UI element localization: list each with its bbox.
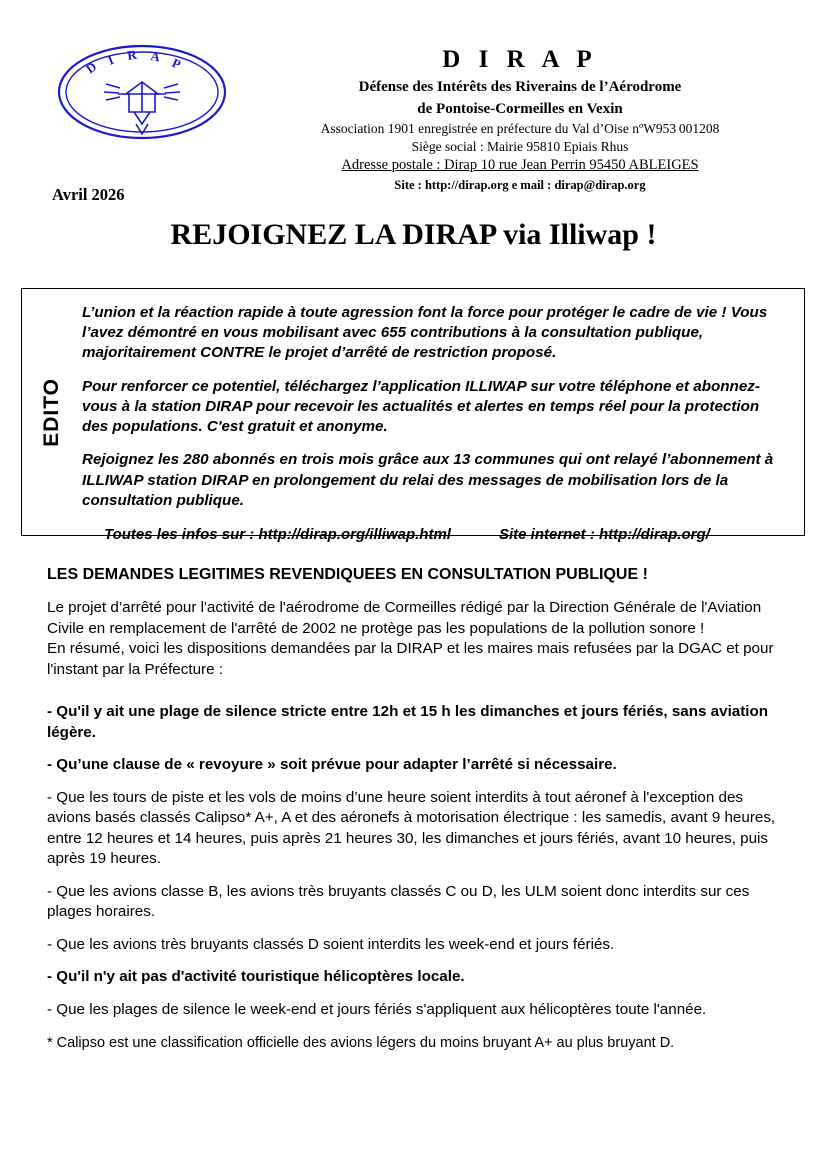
dirap-logo xyxy=(56,42,228,142)
demand-item: - Que les avions classe B, les avions très bruyants classés C ou D, les ULM soient donc interdits sur ces plages horaires. xyxy=(47,882,750,921)
edito-label: EDITO xyxy=(40,377,63,447)
main-content xyxy=(47,566,783,1068)
registered-office: Siège social : Mairie 95810 Epiais Rhus xyxy=(411,138,629,154)
footnote: * Calipso est une classification officielle des avions légers du moins bruyant A+ au plus bruyant D. xyxy=(47,1035,675,1052)
intro-paragraph-2: En résumé, voici les dispositions demandées par la DIRAP et les maires mais refusées par la DGAC et pour l'instant par la Préfecture : xyxy=(47,640,774,678)
demand-item: - Qu'il y ait une plage de silence stricte entre 12h et 15 h les dimanches et jours fériés, sans aviation légère. xyxy=(47,703,769,741)
issue-date: Avril 2026 xyxy=(52,185,125,204)
edito-paragraph: L’union et la réaction rapide à toute agression font la force pour protéger le cadre de vie ! Vous l’avez démontré en vous mobilisant avec 655 contributions à la consultation publique, majoritairement CONTRE le projet d’arrêté de restriction proposé. xyxy=(82,304,768,362)
intro-paragraph-1: Le projet d’arrêté pour l'activité de l'aérodrome de Cormeilles rédigé par la Direction Générale de l'Aviation Civile en remplacement de l'arrêté de 2002 ne protège pas les populations de la pollution sonore ! xyxy=(47,599,762,637)
demand-item: - Que les plages de silence le week-end et jours fériés s'appliquent aux hélicoptères toute l'année. xyxy=(47,1000,707,1018)
demand-item: - Que les avions très bruyants classés D soient interdits les week-end et jours fériés. xyxy=(47,935,615,953)
svg-text:A: A xyxy=(149,48,162,65)
dirap-logo-icon xyxy=(56,42,228,142)
masthead xyxy=(240,46,800,193)
demand-item: - Qu'il n'y ait pas d'activité touristique hélicoptères locale. xyxy=(47,968,465,986)
svg-text:R: R xyxy=(126,46,138,63)
org-subtitle-line2: de Pontoise-Cormeilles en Vexin xyxy=(417,100,623,117)
edito-label-column xyxy=(22,289,82,535)
section-heading: LES DEMANDES LEGITIMES REVENDIQUEES EN CONSULTATION PUBLIQUE ! xyxy=(47,566,648,583)
postal-address: Adresse postale : Dirap 10 rue Jean Perrin 95450 ABLEIGES xyxy=(341,157,699,174)
org-name: D I R A P xyxy=(442,46,598,73)
edito-info-link[interactable]: Toutes les infos sur : http://dirap.org/illiwap.html xyxy=(104,525,451,543)
org-subtitle-line1: Défense des Intérêts des Riverains de l’Aérodrome xyxy=(358,78,682,95)
edito-paragraph: Rejoignez les 280 abonnés en trois mois grâce aux 13 communes qui ont relayé l’abonnement à ILLIWAP station DIRAP en prolongement du relai des messages de mobilisation lors de la consultation publique. xyxy=(82,451,774,509)
association-registration: Association 1901 enregistrée en préfecture du Val d’Oise nºW953 001208 xyxy=(320,121,720,137)
website-and-email: Site : http://dirap.org e mail : dirap@dirap.org xyxy=(394,178,646,193)
edito-paragraph: Pour renforcer ce potentiel, téléchargez l’application ILLIWAP sur votre téléphone et abonnez-vous à la station DIRAP pour recevoir les actualités et alertes en temps réel pour la protection des populations. C'est gratuit et anonyme. xyxy=(82,377,760,436)
edito-content xyxy=(82,289,804,543)
demand-item: - Qu’une clause de « revoyure » soit prévue pour adapter l’arrêté si nécessaire. xyxy=(47,756,617,774)
svg-text:D: D xyxy=(82,58,100,77)
page-title: REJOIGNEZ LA DIRAP via Illiwap ! xyxy=(170,218,657,251)
edito-box xyxy=(21,288,805,543)
edito-footer xyxy=(82,525,788,545)
edito-site-link[interactable]: Site internet : http://dirap.org/ xyxy=(498,525,710,543)
svg-text:P: P xyxy=(169,55,184,72)
demand-item: - Que les tours de piste et les vols de moins d’une heure soient interdits à tout aéronef à l'exception des avions basés classés Calipso* A+, A et des aéronefs à motorisation électrique : les samedis, avant 9 heures, entre 12 heures et 14 heures, puis après 21 heures 30, les dimanches et jours fériés, avant 10 heures, puis après 19 heures. xyxy=(47,788,776,868)
document-header xyxy=(0,0,827,193)
svg-text:I: I xyxy=(105,51,116,68)
